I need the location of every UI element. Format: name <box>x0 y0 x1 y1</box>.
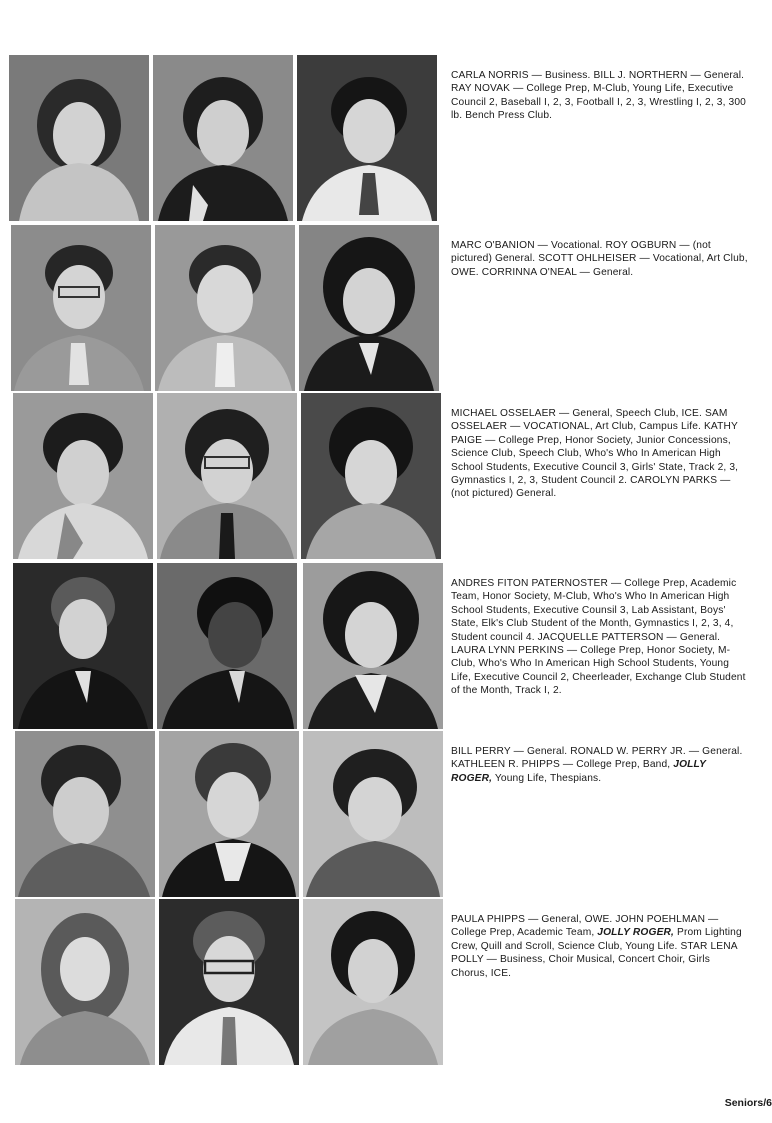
caption-text: MARC O'BANION — Vocational. ROY OGBURN — (not pictured) General. SCOTT OHLHEISER — Vocational, Art Club, OWE. CORRINNA O'NEAL — General. <box>451 240 748 278</box>
portrait-photo <box>13 563 153 729</box>
caption-text: MICHAEL OSSELAER — General, Speech Club, ICE. SAM OSSELAER — VOCATIONAL, Art Club, Campus Life. KATHY PAIGE — College Prep, Honor Society, Junior Concessions, Science Club, Speech Club, Who's Who In American High School Students, Executive Council 3, Girls' State, Track 2, 3, Gymnastics I, 2, 3, Student Council 2. CAROLYN PARKS — (not pictured) General. <box>451 408 739 500</box>
portrait-photo <box>297 55 437 221</box>
portrait-photo <box>13 393 153 559</box>
portrait-row <box>9 55 769 223</box>
student-caption <box>451 69 749 123</box>
student-caption <box>451 239 749 279</box>
portrait-photo <box>9 55 149 221</box>
portrait-photo <box>11 225 151 391</box>
student-caption <box>451 407 749 501</box>
student-caption <box>451 745 749 785</box>
portrait-photo <box>153 55 293 221</box>
page-footer: Seniors/6 <box>724 1097 772 1109</box>
portrait-row <box>9 393 769 561</box>
caption-text: Prom Lighting Crew, Quill and Scroll, Science Club, Young Life. STAR LENA POLLY — Business, Choir Musical, Concert Choir, Girls Chorus, ICE. <box>451 927 742 979</box>
student-caption <box>451 913 749 980</box>
student-caption <box>451 577 749 698</box>
caption-text: PAULA PHIPPS — General, OWE. JOHN POEHLMAN — College Prep, Academic Team, <box>451 914 719 939</box>
portrait-row <box>9 899 769 1067</box>
caption-text: ANDRES FITON PATERNOSTER — College Prep, Academic Team, Honor Society, M-Club, Who's Who In American High School Students, Executive Counsil 3, Lab Assistant, Boys' State, Elk's Club Student of the Month, Gymnastics I, 2, 3, 4, Student council 4. JACQUELLE PATTERSON — General. LAURA LYNN PERKINS — College Prep, Honor Society, M-Club, Who's Who In American High School Students, Young Life, Executive Council 2, Cheerleader, Exchange Club Student of the Month, Track I, 2. <box>451 578 746 697</box>
caption-text: CARLA NORRIS — Business. BILL J. NORTHERN — General. RAY NOVAK — College Prep, M-Club, Young Life, Executive Council 2, Baseball I, 2, 3, Football I, 2, 3, Wrestling I, 2, 3, 300 lb. Bench Press Club. <box>451 70 746 122</box>
portrait-photo <box>157 563 297 729</box>
portrait-photo <box>157 393 297 559</box>
portrait-photo <box>155 225 295 391</box>
portrait-photo <box>303 731 443 897</box>
caption-text: BILL PERRY — General. RONALD W. PERRY JR. — General. KATHLEEN R. PHIPPS — College Prep, Band, <box>451 746 743 771</box>
portrait-photo <box>301 393 441 559</box>
portrait-row <box>9 225 769 393</box>
portrait-photo <box>159 899 299 1065</box>
portrait-photo <box>15 731 155 897</box>
portrait-photo <box>303 899 443 1065</box>
publication-name: JOLLY ROGER, <box>451 759 706 784</box>
portrait-photo <box>303 563 443 729</box>
portrait-row <box>9 731 769 899</box>
publication-name: JOLLY ROGER, <box>597 927 675 939</box>
portrait-photo <box>15 899 155 1065</box>
portrait-photo <box>299 225 439 391</box>
caption-text: Young Life, Thespians. <box>492 772 602 784</box>
portrait-photo <box>159 731 299 897</box>
portrait-row <box>9 563 769 731</box>
